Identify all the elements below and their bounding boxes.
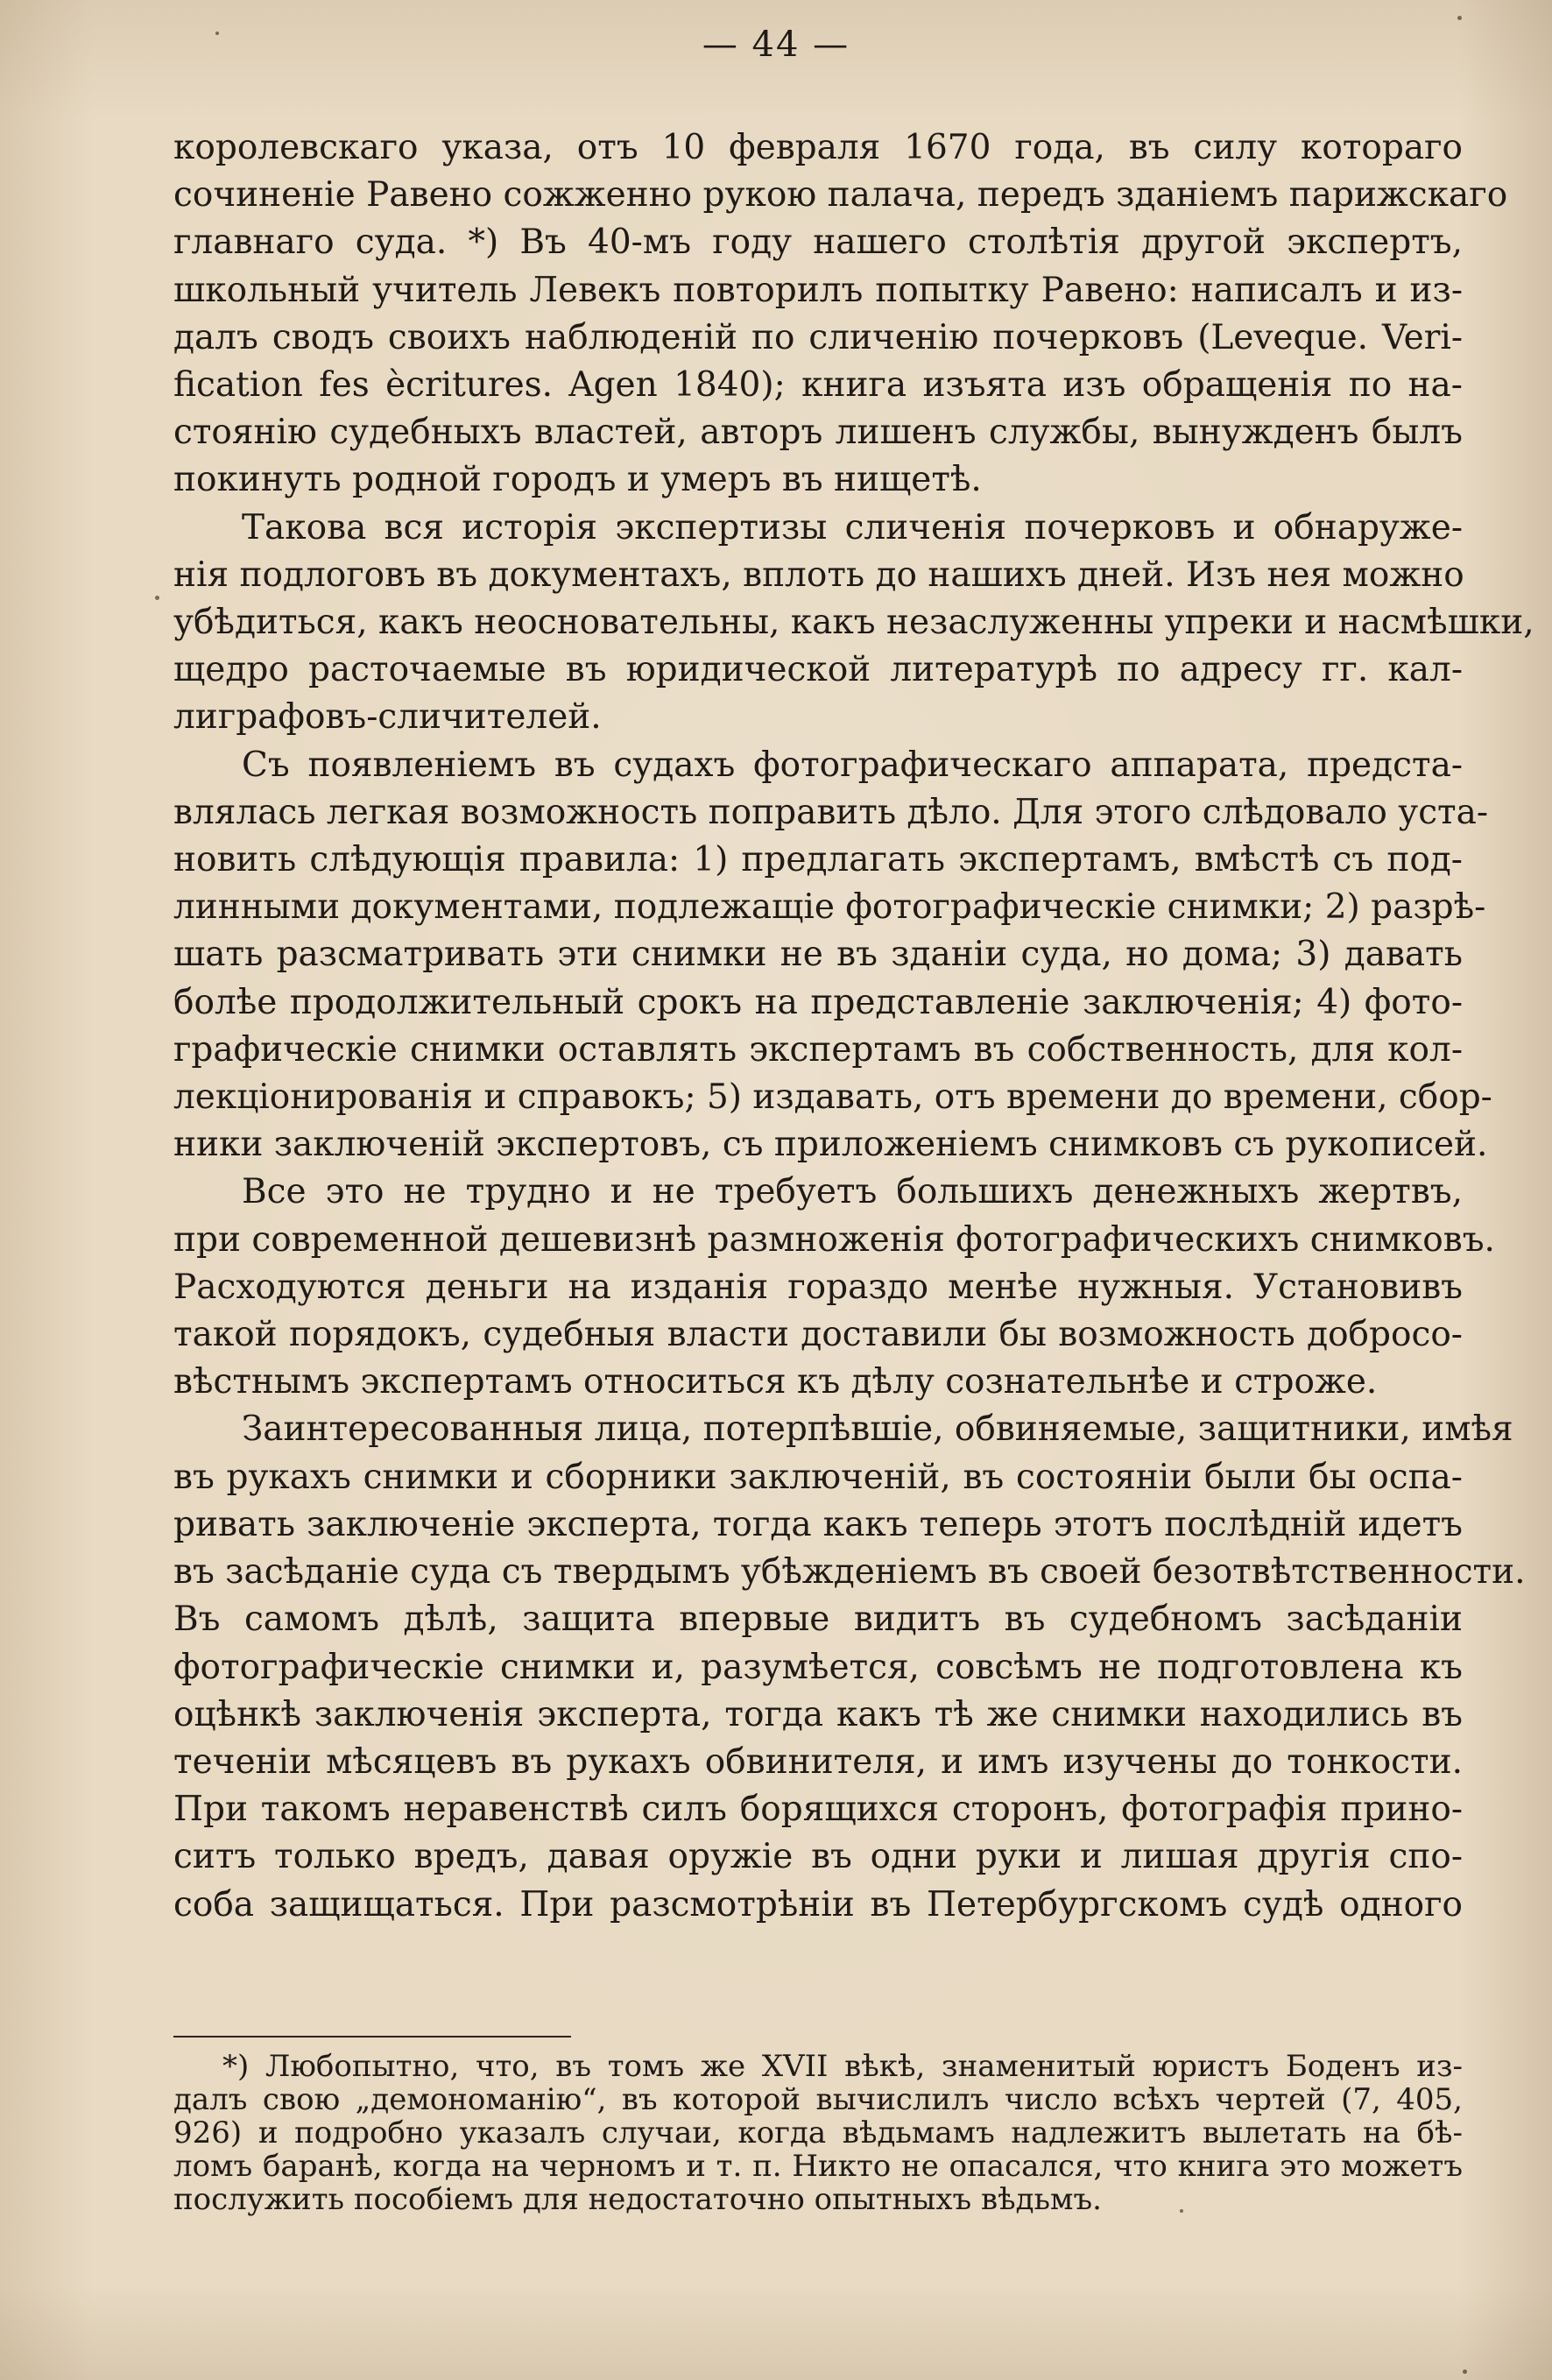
text-line: школьный учитель Левекъ повторилъ попытку Равено: написалъ и из-: [173, 270, 1463, 310]
text-line: шать разсматривать эти снимки не въ зданіи суда, но дома; 3) давать: [173, 935, 1463, 975]
paper-speck: [215, 32, 219, 35]
text-line: фотографическіе снимки и, разумѣется, совсѣмъ не подготовлена къ: [173, 1647, 1463, 1687]
text-line: стоянію судебныхъ властей, авторъ лишенъ службы, вынужденъ былъ: [173, 413, 1463, 453]
text-line: графическіе снимки оставлять экспертамъ въ собственность, для кол-: [173, 1029, 1463, 1070]
text-line: вѣстнымъ экспертамъ относиться къ дѣлу сознательнѣе и строже.: [173, 1362, 1378, 1402]
text-line: Такова вся исторія экспертизы сличенія почерковъ и обнаруже-: [242, 507, 1463, 547]
text-line: fication fes ècritures. Agen 1840); книга изъята изъ обращенія по на-: [173, 365, 1463, 406]
text-line: лиграфовъ-сличителей.: [173, 697, 602, 738]
text-line: щедро расточаемые въ юридической литературѣ по адресу гг. кал-: [173, 650, 1463, 690]
text-line: влялась легкая возможность поправить дѣло. Для этого слѣдовало уста-: [173, 792, 1489, 832]
paper-speck: [155, 596, 159, 600]
text-line: сочиненіе Равено сожженно рукою палача, передъ зданіемъ парижскаго: [173, 175, 1508, 215]
text-line: главнаго суда. *) Въ 40-мъ году нашего столѣтія другой экспертъ,: [173, 222, 1463, 263]
text-line: королевскаго указа, отъ 10 февраля 1670 года, въ силу котораго: [173, 128, 1463, 167]
paper-speck: [1463, 2369, 1467, 2374]
text-line: убѣдиться, какъ неосновательны, какъ незаслуженны упреки и насмѣшки,: [173, 603, 1534, 643]
paragraph-2: [173, 505, 1534, 742]
text-line: ривать заключеніе эксперта, тогда какъ теперь этотъ послѣдній идетъ: [173, 1504, 1463, 1544]
text-line: такой порядокъ, судебныя власти доставили бы возможность добросо-: [173, 1315, 1463, 1355]
footnote-line: 926) и подробно указалъ случаи, когда вѣдьмамъ надлежитъ вылетать на бѣ-: [173, 2115, 1463, 2150]
text-line: ситъ только вредъ, давая оружіе въ одни руки и лишая другія спо-: [173, 1837, 1463, 1877]
footnote-line: послужить пособіемъ для недостаточно опытныхъ вѣдьмъ.: [173, 2182, 1102, 2217]
body-text: [173, 124, 1534, 1929]
text-line: нія подлоговъ въ документахъ, вплоть до нашихъ дней. Изъ нея можно: [173, 554, 1464, 595]
footnote-line: далъ свою „демономанію“, въ которой вычислилъ число всѣхъ чертей (7, 405,: [173, 2082, 1463, 2117]
text-line: При такомъ неравенствѣ силъ борящихся сторонъ, фотографія прино-: [173, 1790, 1463, 1830]
text-line: оцѣнкѣ заключенія эксперта, тогда какъ тѣ же снимки находились въ: [173, 1694, 1463, 1734]
text-line: лекціонированія и справокъ; 5) издавать, отъ времени до времени, сбор-: [173, 1077, 1492, 1118]
footnote-divider: [173, 2036, 571, 2037]
text-line: въ засѣданіе суда съ твердымъ убѣжденіемъ въ своей безотвѣтственности.: [173, 1552, 1526, 1593]
paragraph-1: [173, 124, 1508, 505]
text-line: въ рукахъ снимки и сборники заключеній, въ состояніи были бы оспа-: [173, 1457, 1463, 1497]
text-line: Заинтересованныя лица, потерпѣвшіе, обвиняемые, защитники, имѣя: [242, 1409, 1513, 1450]
paragraph-5: [173, 1406, 1526, 1928]
text-line: теченіи мѣсяцевъ въ рукахъ обвинителя, и имъ изучены до тонкости.: [173, 1741, 1463, 1782]
page-number: — 44 —: [702, 25, 850, 65]
text-line: далъ сводъ своихъ наблюденій по сличенію почерковъ (Leveque. Veri-: [173, 317, 1463, 357]
text-line: новить слѣдующія правила: 1) предлагать экспертамъ, вмѣстѣ съ под-: [173, 840, 1463, 880]
text-line: линными документами, подлежащіе фотографическіе снимки; 2) разрѣ-: [173, 887, 1486, 928]
paper-speck: [1180, 2209, 1183, 2213]
text-line: Въ самомъ дѣлѣ, защита впервые видитъ въ судебномъ засѣданіи: [173, 1600, 1463, 1640]
text-line: при современной дешевизнѣ размноженія фотографическихъ снимковъ.: [173, 1219, 1495, 1260]
paragraph-4: [173, 1169, 1495, 1406]
footnote-line: *) Любопытно, что, въ томъ же XVII вѣкѣ, знаменитый юристъ Боденъ из-: [222, 2049, 1463, 2084]
text-line: болѣе продолжительный срокъ на представленіе заключенія; 4) фото-: [173, 982, 1463, 1022]
text-line: Съ появленіемъ въ судахъ фотографическаго аппарата, предста-: [242, 745, 1463, 785]
paper-speck: [1457, 16, 1462, 20]
text-line: соба защищаться. При разсмотрѣніи въ Петербургскомъ судѣ одного: [173, 1884, 1463, 1924]
text-line: ники заключеній экспертовъ, съ приложеніемъ снимковъ съ рукописей.: [173, 1125, 1488, 1165]
text-line: Расходуются деньги на изданія гораздо менѣе нужныя. Установивъ: [173, 1267, 1463, 1307]
footnote: [173, 2050, 1463, 2216]
text-line: покинуть родной городъ и умеръ въ нищетѣ.: [173, 460, 982, 500]
paragraph-3: [173, 742, 1492, 1169]
text-line: Все это не трудно и не требуетъ большихъ денежныхъ жертвъ,: [242, 1172, 1463, 1212]
footnote-line: ломъ баранѣ, когда на черномъ и т. п. Никто не опасался, что книга это можетъ: [173, 2149, 1463, 2184]
